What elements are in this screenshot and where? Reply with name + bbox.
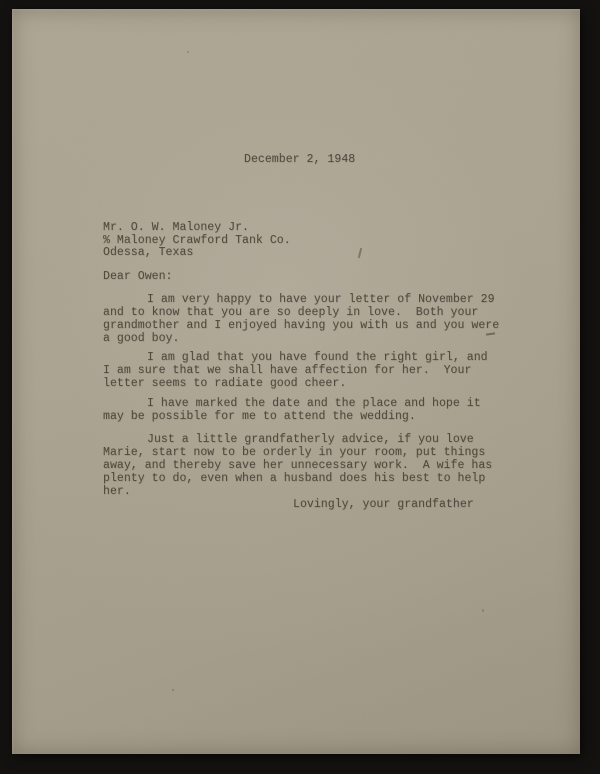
recipient-name: Mr. O. W. Maloney Jr. <box>103 221 249 234</box>
paragraph-line: I have marked the date and the place and hope it <box>147 397 481 410</box>
paragraph-line: her. <box>103 485 131 498</box>
paragraph-line: grandmother and I enjoyed having you with us and you were <box>103 319 500 332</box>
paragraph-1 <box>103 293 533 345</box>
paragraph-line: may be possible for me to attend the wedding. <box>103 410 416 423</box>
paragraph-line: Just a little grandfatherly advice, if you love <box>147 433 474 446</box>
letter-date: December 2, 1948 <box>244 153 356 166</box>
paragraph-line: and to know that you are so deeply in love. Both your <box>103 306 479 319</box>
salutation: Dear Owen: <box>103 270 173 283</box>
paragraph-line: away, and thereby save her unnecessary work. A wife has <box>103 459 493 472</box>
recipient-city: Odessa, Texas <box>103 246 194 260</box>
paragraph-line: I am glad that you have found the right girl, and <box>147 351 488 364</box>
paragraph-2 <box>103 351 533 390</box>
recipient-company: % Maloney Crawford Tank Co. <box>103 233 291 247</box>
paragraph-line: I am very happy to have your letter of November 29 <box>147 293 495 306</box>
recipient-address-block <box>103 222 291 260</box>
closing-signature: Lovingly, your grandfather <box>293 498 474 511</box>
paper-speck <box>187 51 189 53</box>
paragraph-line: a good boy. <box>103 332 180 345</box>
paragraph-4 <box>103 433 533 498</box>
paper-mark-slash <box>358 248 362 258</box>
letter-paper <box>12 9 580 754</box>
paragraph-line: plenty to do, even when a husband does his best to help <box>103 472 486 485</box>
paragraph-line: I am sure that we shall have affection for her. Your <box>103 364 472 377</box>
paper-speck <box>482 609 484 612</box>
paragraph-line: letter seems to radiate good cheer. <box>103 377 347 390</box>
paper-speck <box>172 689 174 691</box>
paragraph-3 <box>103 397 533 423</box>
paragraph-line: Marie, start now to be orderly in your room, put things <box>103 446 486 459</box>
